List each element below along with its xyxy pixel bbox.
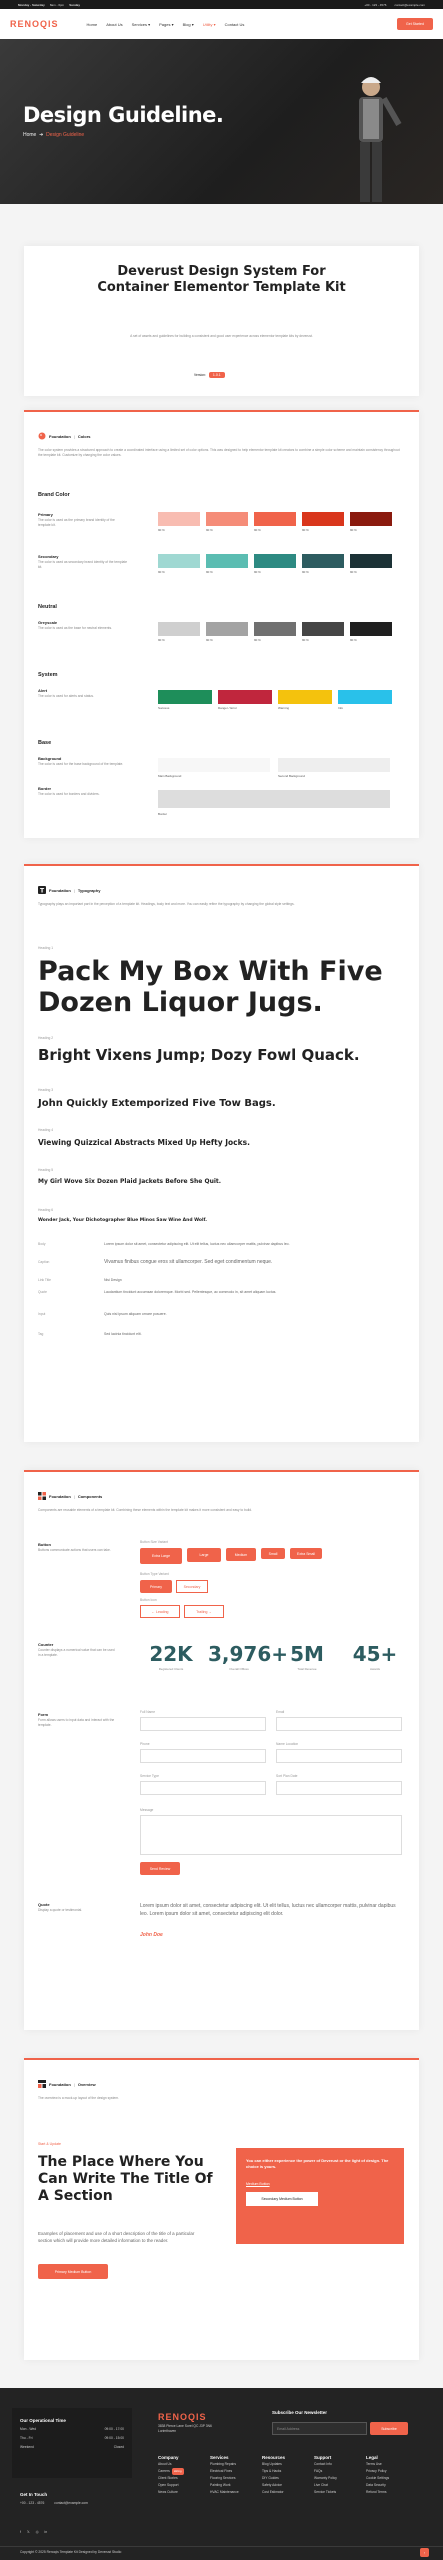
- footer-col-title-1: Services: [210, 2455, 229, 2460]
- typo-row-value-1: Vivamus finibus congue eros sit ullamcorper. Sed eget condimentum neque.: [104, 1259, 273, 1265]
- typo-row-value-3: Laudantium tincidunt accumsan doloremque. Morbi sed. Pellentesque, ac commodo in, sit amet aliquam luctus.: [104, 1290, 277, 1294]
- primary-swatch-label-0: 90 %: [158, 528, 165, 532]
- overview-card: [236, 2148, 404, 2244]
- footer-link-0-1[interactable]: Careers Hiring: [158, 2469, 182, 2473]
- form-input-2[interactable]: [140, 1749, 266, 1763]
- alert-swatch-0: [158, 690, 212, 704]
- email-link[interactable]: contact@example.com: [394, 2, 425, 7]
- colors-tag-sep: |: [73, 433, 75, 439]
- colors-tag-label: Foundation: [49, 433, 71, 439]
- submit-button[interactable]: Send Review: [140, 1862, 180, 1875]
- footer-link-4-3[interactable]: Data Security: [366, 2483, 386, 2487]
- text-icon: [38, 886, 46, 894]
- footer-col-title-3: Support: [314, 2455, 332, 2460]
- counter-2: [276, 1642, 338, 1671]
- form-label-1: Email: [276, 1710, 285, 1714]
- version-row: [194, 372, 225, 378]
- alert-desc: The color is used for alerts and status.: [38, 694, 94, 698]
- footer-address: 3838 Pierce Lane Sorel QC J3P 3N6 Lorimthaven: [158, 2424, 212, 2433]
- phone-link[interactable]: +00 - 123 - 4576: [364, 2, 387, 7]
- secondary-button[interactable]: Secondary: [176, 1580, 208, 1593]
- footer: [0, 2388, 443, 2560]
- main-nav: [0, 9, 443, 39]
- colors-tag-sub: Colors: [77, 433, 91, 439]
- intro-title: Deverust Design System For Container Elementor Template Kit: [97, 264, 346, 295]
- sunday-label: Sunday: [69, 2, 81, 7]
- swatch-second-background: [278, 758, 390, 772]
- footer-col-4: [366, 2454, 416, 2496]
- subscribe-button[interactable]: Subscribe: [370, 2422, 408, 2435]
- components-tag-sep: |: [73, 1493, 75, 1499]
- secondary-swatch-label-4: 90 %: [350, 570, 357, 574]
- neutral-swatch-0: [158, 622, 200, 636]
- neutral-swatch-label-3: 90 %: [302, 638, 309, 642]
- footer-link-0-3[interactable]: Open Support: [158, 2483, 179, 2487]
- typography-tag-sub: Typography: [77, 887, 101, 893]
- swatch-main-background-label: Main Background: [158, 774, 182, 778]
- svg-text:T: T: [39, 887, 45, 894]
- colors-description: The color system provides a structured approach to create a coordinated interface using a limited set of color options. This was designed to help elementor template kit creators to combine a simple color scheme and maintain consistency throughout the template kit. Customize by changing the color values.: [38, 448, 400, 457]
- form-desc: Form allows users to input data and interact with the template.: [38, 1718, 115, 1727]
- footer-divider: [0, 2546, 443, 2547]
- border-desc: The color is used for borders and dividers.: [38, 792, 100, 796]
- neutral-swatch-label-4: 90 %: [350, 638, 357, 642]
- system-title: System: [38, 672, 58, 678]
- colors-section: [24, 410, 419, 838]
- heading-sample-1: Pack My Box With Five Dozen Liquor Jugs.: [38, 956, 383, 1018]
- form-label-0: Full Name: [140, 1710, 156, 1714]
- typography-tag-label: Foundation: [49, 887, 71, 893]
- top-bar: [0, 0, 443, 9]
- primary-label: Primary: [38, 512, 53, 517]
- typo-row-key-4: Input: [38, 1312, 46, 1316]
- footer-col-title-2: Resources: [262, 2455, 286, 2460]
- footer-phone[interactable]: +00 - 123 - 4576: [20, 2501, 45, 2505]
- swatch-border-label: Border: [158, 812, 168, 816]
- quote-desc: Display a quote or testimonial.: [38, 1908, 83, 1912]
- primary-swatch-0: [158, 512, 200, 526]
- footer-link-0-2[interactable]: Client Stories: [158, 2476, 178, 2480]
- components-tag: [38, 1492, 102, 1500]
- secondary-swatch-label-1: 90 %: [206, 570, 213, 574]
- size-button-4[interactable]: Extra Small: [290, 1548, 322, 1559]
- scroll-top-button[interactable]: ↑: [420, 2548, 429, 2557]
- alert-swatch-label-0: Success: [158, 706, 170, 710]
- components-section: [24, 1470, 419, 2030]
- primary-swatch-label-1: 90 %: [206, 528, 213, 532]
- primary-swatch-3: [302, 512, 344, 526]
- footer-email[interactable]: contact@example.com: [54, 2501, 88, 2505]
- footer-link-2-1[interactable]: Tips & Hacks: [262, 2469, 282, 2473]
- typo-row-value-5: Sed lacinia tincidunt elit.: [104, 1332, 142, 1336]
- footer-link-0-0[interactable]: About Us: [158, 2462, 172, 2466]
- layout-icon: [38, 2080, 46, 2088]
- colors-tag: [38, 432, 91, 440]
- footer-link-1-4[interactable]: HVAC Maintenance: [210, 2490, 239, 2494]
- heading-sample-4: Viewing Quizzical Abstracts Mixed Up Hefty Jocks.: [38, 1138, 250, 1147]
- overview-title: The Place Where You Can Write The Title Of A Section: [38, 2154, 213, 2204]
- nav-item-2[interactable]: Services ▾: [131, 21, 151, 27]
- form-label-4: Service Type: [140, 1774, 159, 1778]
- components-tag-label: Foundation: [49, 1493, 71, 1499]
- newsletter-title: Subscribe Our Newsletter: [272, 2410, 328, 2415]
- counter-value-2: 5M: [290, 1642, 324, 1666]
- footer-link-4-0[interactable]: Terms Use: [366, 2462, 382, 2466]
- greyscale-label: Greyscale: [38, 620, 58, 625]
- footer-link-4-2[interactable]: Cookie Settings: [366, 2476, 390, 2480]
- overview-body: Examples of placement and use of a short description of the title of a particular section which will provide more detailed information to the reader.: [38, 2231, 195, 2243]
- primary-desc: The color is used as the primary brand identity of the template kit.: [38, 518, 115, 527]
- components-description: Components are reusable elements of a template kit. Combining these elements within the template kit makes it more consistent and easy to build.: [38, 1508, 253, 1512]
- overview-tag-sep: |: [73, 2081, 75, 2087]
- size-button-1[interactable]: Large: [187, 1548, 221, 1562]
- worker-image: [333, 69, 403, 204]
- primary-swatch-2: [254, 512, 296, 526]
- secondary-swatch-1: [206, 554, 248, 568]
- counter-label-2: Total Revenue: [297, 1667, 317, 1671]
- overview-card-text: You can either experience the power of Deverust or the light of design. The choice is yours.: [246, 2158, 389, 2169]
- swatch-main-background: [158, 758, 270, 772]
- footer-link-2-4[interactable]: Cost Estimator: [262, 2490, 284, 2494]
- hiring-badge: Hiring: [173, 2469, 182, 2473]
- neutral-swatch-label-0: 90 %: [158, 638, 165, 642]
- hours-time-2: Closed: [113, 2445, 124, 2449]
- overview-kicker: Start & Update: [38, 2142, 61, 2146]
- counter-1: [208, 1642, 289, 1671]
- neutral-title: Neutral: [38, 604, 57, 610]
- leading-icon-button[interactable]: ← Leading: [140, 1605, 180, 1618]
- alert-swatch-1: [218, 690, 272, 704]
- size-variant-label: Button Size Variant: [140, 1540, 168, 1544]
- hours-row-2: [20, 2443, 124, 2452]
- counter-value-3: 45+: [352, 1642, 398, 1666]
- trailing-icon-button[interactable]: Trailing →: [184, 1605, 224, 1618]
- form-input-3[interactable]: [276, 1749, 402, 1763]
- typo-row-value-2: Nisi Design: [104, 1278, 122, 1282]
- touch-panel: [12, 2490, 132, 2508]
- button-desc: Buttons communicate actions that users can take.: [38, 1548, 111, 1552]
- copyright: Copyright © 2025 Renoqis Template Kit Designed by Deverust Studio: [20, 2550, 122, 2554]
- footer-col-0: [158, 2454, 208, 2496]
- typography-section: [24, 864, 419, 1442]
- counter-label-0: Registered Clients: [158, 1667, 184, 1671]
- form-input-4[interactable]: [140, 1781, 266, 1795]
- neutral-swatch-2: [254, 622, 296, 636]
- message-textarea[interactable]: [140, 1815, 402, 1855]
- breadcrumb-home[interactable]: Home: [23, 132, 37, 138]
- footer-link-4-1[interactable]: Privacy Policy: [366, 2469, 387, 2473]
- typo-row-key-5: Tag: [38, 1332, 44, 1336]
- footer-link-2-2[interactable]: DIY Guides: [262, 2476, 279, 2480]
- footer-link-0-4[interactable]: News Culture: [158, 2490, 178, 2494]
- nav-menu: [87, 22, 245, 27]
- get-started-button[interactable]: Get Started: [397, 18, 433, 30]
- footer-link-3-1[interactable]: FAQs: [314, 2469, 323, 2473]
- footer-link-3-4[interactable]: Service Tickets: [314, 2490, 337, 2494]
- secondary-swatch-label-2: 90 %: [254, 570, 261, 574]
- nav-item-4[interactable]: Blog ▾: [182, 21, 194, 27]
- version-badge: 1.0.1: [209, 372, 225, 378]
- swatch-border: [158, 790, 390, 808]
- hero-banner: [0, 39, 443, 204]
- hours-time-1: 09:00 - 15:00: [104, 2436, 124, 2440]
- typo-row-key-1: Caption: [38, 1260, 50, 1264]
- hours-day-2: Weekend: [20, 2445, 34, 2449]
- secondary-swatch-label-0: 90 %: [158, 570, 165, 574]
- heading-label-3: Heading 3: [38, 1088, 54, 1092]
- neutral-swatch-3: [302, 622, 344, 636]
- form-input-1[interactable]: [276, 1717, 402, 1731]
- heading-label-4: Heading 4: [38, 1128, 54, 1132]
- greyscale-desc: The color is used as the base for neutral elements.: [38, 626, 113, 630]
- overview-primary-button[interactable]: Primary Medium Button: [38, 2264, 108, 2279]
- brand-color-title: Brand Color: [38, 492, 70, 498]
- footer-col-title-4: Legal: [366, 2455, 378, 2460]
- form-label-2: Phone: [140, 1742, 150, 1746]
- hours-time-0: 09:00 - 17:00: [104, 2427, 124, 2431]
- breadcrumb-separator: ➜: [37, 132, 47, 138]
- hours-value: 8am - 6pm: [49, 2, 65, 7]
- typo-row-key-3: Quote: [38, 1290, 47, 1294]
- touch-title: Get In Touch: [20, 2492, 48, 2497]
- footer-link-3-0[interactable]: Contact Info: [314, 2462, 332, 2466]
- overview-description: The overview is a mock-up layout of the design system.: [38, 2096, 119, 2100]
- secondary-swatch-4: [350, 554, 392, 568]
- breadcrumb-current: Design Guideline: [46, 132, 85, 138]
- neutral-swatch-label-2: 90 %: [254, 638, 261, 642]
- hours-day-0: Mon - Wed: [20, 2427, 37, 2431]
- social-icons: [20, 2528, 47, 2537]
- footer-link-4-4[interactable]: Refund Terms: [366, 2490, 387, 2494]
- primary-swatch-label-4: 90 %: [350, 528, 357, 532]
- size-button-2[interactable]: Medium: [226, 1548, 256, 1561]
- intro-description: A set of assets and guidelines for building a consistent and good user experience across elementor template kits by deverust.: [130, 334, 313, 338]
- form-title: Form: [38, 1712, 48, 1717]
- footer-col-1: [210, 2454, 260, 2496]
- counter-value-1: 3,976+: [208, 1642, 289, 1666]
- footer-col-2: [262, 2454, 312, 2496]
- alert-swatch-label-1: Danger / Error: [218, 706, 238, 710]
- overview-card-button[interactable]: Secondary Medium Button: [246, 2192, 318, 2206]
- footer-link-2-3[interactable]: Safety Advice: [262, 2483, 282, 2487]
- newsletter-email-input[interactable]: Email Address: [272, 2422, 367, 2435]
- secondary-swatch-0: [158, 554, 200, 568]
- secondary-swatch-label-3: 90 %: [302, 570, 309, 574]
- type-variant-label: Button Type Variant: [140, 1572, 169, 1576]
- footer-link-1-0[interactable]: Plumbing Repairs: [210, 2462, 237, 2466]
- footer-link-1-3[interactable]: Painting Work: [210, 2483, 231, 2487]
- quote-text: Lorem ipsum dolor sit amet, consectetur adipiscing elit. Ut elit tellus, luctus nec ullamcorper mattis, pulvinar dapibus leo. Lorem ipsum dolor sit amet, consectetur adipiscing elit dolor.: [140, 1903, 396, 1917]
- counter-label-3: Awards: [370, 1667, 380, 1671]
- heading-sample-5: My Girl Wove Six Dozen Plaid Jackets Before She Quit.: [38, 1178, 222, 1185]
- typo-row-key-0: Body: [38, 1242, 46, 1246]
- icon-variant-label: Button Icon: [140, 1598, 157, 1602]
- counter-title: Counter: [38, 1642, 54, 1647]
- neutral-swatch-1: [206, 622, 248, 636]
- heading-sample-2: Bright Vixens Jump; Dozy Fowl Quack.: [38, 1046, 360, 1064]
- form-label-3: Name Location: [276, 1742, 299, 1746]
- background-desc: The color is used for the base background of the template.: [38, 762, 124, 766]
- x-icon[interactable]: 𝕏: [26, 2530, 30, 2534]
- hours-title: Our Operational Time: [20, 2418, 66, 2423]
- components-tag-sub: Components: [77, 1493, 103, 1499]
- overview-card-link[interactable]: Medium Button: [246, 2182, 270, 2186]
- breadcrumb: [23, 132, 84, 138]
- hours-label: Monday - Saturday: [18, 2, 45, 7]
- instagram-icon[interactable]: ◎: [35, 2530, 39, 2534]
- linkedin-icon[interactable]: in: [44, 2530, 48, 2534]
- footer-link-2-0[interactable]: Blog Updates: [262, 2462, 282, 2466]
- page-title: Design Guideline.: [23, 103, 224, 127]
- footer-link-3-2[interactable]: Warranty Policy: [314, 2476, 337, 2480]
- size-button-3[interactable]: Small: [261, 1548, 285, 1559]
- overview-tag-sub: Overview: [77, 2081, 96, 2087]
- primary-swatch-label-2: 90 %: [254, 528, 261, 532]
- intro-section: [24, 246, 419, 396]
- typo-row-key-2: Link Title: [38, 1278, 52, 1282]
- counter-0: [140, 1642, 202, 1671]
- typo-row-value-0: Lorem ipsum dolor sit amet, consectetur adipiscing elit. Ut elit tellus, luctus nec ullamcorper mattis, pulvinar dapibus leo.: [104, 1242, 290, 1246]
- counter-value-0: 22K: [149, 1642, 193, 1666]
- alert-swatch-label-2: Warning: [278, 706, 290, 710]
- nav-item-1[interactable]: About Us: [106, 21, 123, 27]
- quote-author: John Doe: [140, 1932, 163, 1938]
- message-label: Message: [140, 1808, 154, 1812]
- typo-row-value-4: Quis nisl ipsum aliquam ornare posuere.: [104, 1312, 167, 1316]
- facebook-icon[interactable]: f: [20, 2530, 21, 2534]
- primary-swatch-label-3: 90 %: [302, 528, 309, 532]
- form-input-0[interactable]: [140, 1717, 266, 1731]
- primary-button[interactable]: Primary: [140, 1580, 172, 1593]
- footer-link-3-3[interactable]: Live Chat: [314, 2483, 328, 2487]
- palette-icon: [38, 432, 46, 440]
- secondary-desc: The color is used as secondary brand identity of the template kit.: [38, 560, 128, 569]
- nav-item-5[interactable]: Utility ▾: [202, 21, 216, 27]
- background-label: Background: [38, 756, 62, 761]
- heading-sample-6: Wonder Jack, Your Dichotographer Blue Minos Saw Wine And Wolf.: [38, 1218, 207, 1223]
- components-icon: [38, 1492, 46, 1500]
- alert-swatch-label-3: Info: [338, 706, 344, 710]
- hours-row-0: [20, 2425, 124, 2434]
- alert-swatch-3: [338, 690, 392, 704]
- nav-item-6[interactable]: Contact Us: [224, 21, 245, 27]
- neutral-swatch-4: [350, 622, 392, 636]
- footer-link-1-1[interactable]: Electrical Fixes: [210, 2469, 233, 2473]
- heading-label-1: Heading 1: [38, 946, 54, 950]
- typography-tag-sep: |: [73, 887, 75, 893]
- typography-tag: [38, 886, 100, 894]
- hours-panel: [12, 2408, 132, 2478]
- swatch-second-background-label: Second Background: [278, 774, 306, 778]
- primary-swatch-1: [206, 512, 248, 526]
- secondary-swatch-2: [254, 554, 296, 568]
- heading-label-2: Heading 2: [38, 1036, 54, 1040]
- footer-col-title-0: Company: [158, 2455, 179, 2460]
- base-title: Base: [38, 740, 52, 746]
- overview-tag: [38, 2080, 96, 2088]
- version-label: Version:: [194, 373, 206, 377]
- primary-swatch-4: [350, 512, 392, 526]
- counter-desc: Counter displays a numerical value that can be used in a template.: [38, 1648, 115, 1657]
- overview-tag-label: Foundation: [49, 2081, 71, 2087]
- heading-label-5: Heading 5: [38, 1168, 54, 1172]
- border-label: Border: [38, 786, 52, 791]
- secondary-label: Secondary: [38, 554, 59, 559]
- footer-link-1-2[interactable]: Flooring Services: [210, 2476, 236, 2480]
- hours-day-1: Thu - Fri: [20, 2436, 33, 2440]
- footer-logo[interactable]: RENOQIS: [158, 2412, 207, 2422]
- footer-col-3: [314, 2454, 364, 2496]
- form-label-5: Sort Plan Date: [276, 1774, 298, 1778]
- alert-label: Alert: [38, 688, 48, 693]
- heading-sample-3: John Quickly Extemporized Five Tow Bags.: [38, 1098, 276, 1109]
- neutral-swatch-label-1: 90 %: [206, 638, 213, 642]
- quote-title: Quote: [38, 1902, 50, 1907]
- secondary-swatch-3: [302, 554, 344, 568]
- hours-row-1: [20, 2434, 124, 2443]
- nav-item-0[interactable]: Home: [86, 21, 98, 27]
- typography-description: Typography plays an important part in the perception of a template kit. Headings, body text and more. You can easily refine the typography by changing the global style settings.: [38, 902, 295, 906]
- size-button-0[interactable]: Extra Large: [140, 1548, 182, 1564]
- counter-3: [344, 1642, 406, 1671]
- form-input-5[interactable]: [276, 1781, 402, 1795]
- counter-label-1: Overall Offices: [229, 1667, 249, 1671]
- nav-item-3[interactable]: Pages ▾: [159, 21, 174, 27]
- button-title: Button: [38, 1542, 51, 1547]
- site-logo[interactable]: RENOQIS: [10, 19, 59, 29]
- heading-label-6: Heading 6: [38, 1208, 54, 1212]
- overview-section: [24, 2058, 419, 2360]
- alert-swatch-2: [278, 690, 332, 704]
